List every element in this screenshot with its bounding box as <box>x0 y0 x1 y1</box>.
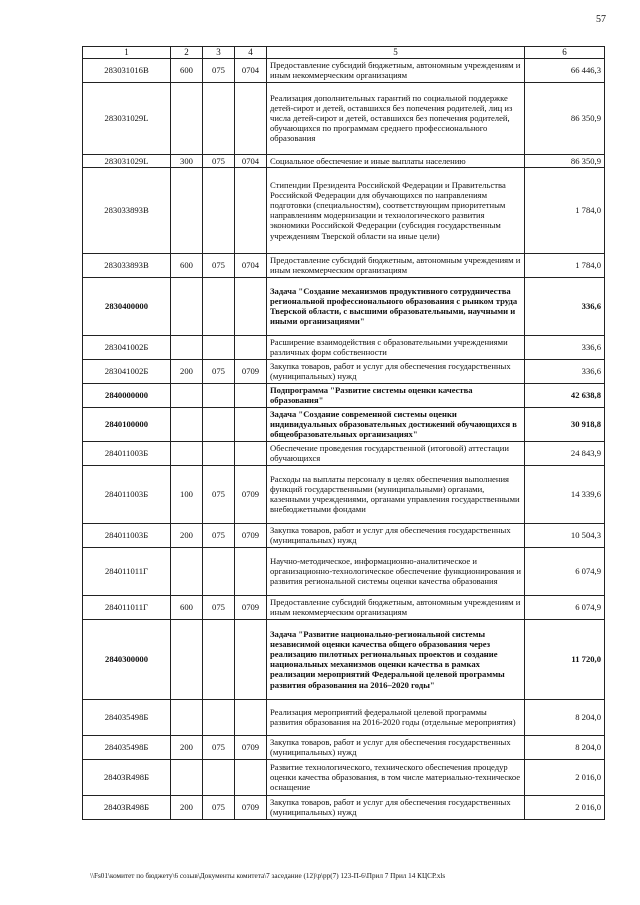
description-cell: Реализация мероприятий федеральной целевой программы развития образования на 2016-2020 годы (отдельные мероприятия) <box>267 699 525 735</box>
section-code-cell <box>235 759 267 795</box>
vr-code-cell <box>171 759 203 795</box>
grbs-code-cell <box>203 167 235 253</box>
section-code-cell: 0709 <box>235 795 267 819</box>
vr-code-cell <box>171 547 203 595</box>
vr-code-cell <box>171 277 203 335</box>
amount-cell: 336,6 <box>525 277 605 335</box>
table-row <box>83 759 605 795</box>
table-row <box>83 441 605 465</box>
grbs-code-cell <box>203 699 235 735</box>
table-row <box>83 253 605 277</box>
table-row <box>83 407 605 441</box>
amount-cell: 14 339,6 <box>525 465 605 523</box>
description-cell: Предоставление субсидий бюджетным, автономным учреждениям и иным некоммерческим организациям <box>267 253 525 277</box>
grbs-code-cell: 075 <box>203 595 235 619</box>
amount-cell: 86 350,9 <box>525 154 605 167</box>
vr-code-cell <box>171 167 203 253</box>
kcsr-code-cell: 28403R498Б <box>83 759 171 795</box>
section-code-cell: 0704 <box>235 154 267 167</box>
amount-cell: 11 720,0 <box>525 619 605 699</box>
kcsr-code-cell: 28403R498Б <box>83 795 171 819</box>
amount-cell: 24 843,9 <box>525 441 605 465</box>
column-header: 1 <box>83 47 171 59</box>
description-cell: Расширение взаимодействия с образовательными учреждениями различных форм собственности <box>267 335 525 359</box>
vr-code-cell: 600 <box>171 595 203 619</box>
description-cell: Задача "Создание механизмов продуктивного сотрудничества региональной профессионального образования с рынком труда Тверской области, с высшими образовательными, научными и иными организациями" <box>267 277 525 335</box>
table-row <box>83 735 605 759</box>
amount-cell: 66 446,3 <box>525 58 605 82</box>
table-row <box>83 595 605 619</box>
amount-cell: 1 784,0 <box>525 167 605 253</box>
section-code-cell <box>235 167 267 253</box>
grbs-code-cell <box>203 441 235 465</box>
section-code-cell <box>235 383 267 407</box>
table-row <box>83 619 605 699</box>
vr-code-cell: 600 <box>171 253 203 277</box>
amount-cell: 8 204,0 <box>525 699 605 735</box>
section-code-cell <box>235 441 267 465</box>
vr-code-cell: 200 <box>171 795 203 819</box>
column-header: 5 <box>267 47 525 59</box>
section-code-cell <box>235 407 267 441</box>
description-cell: Обеспечение проведения государственной (итоговой) аттестации обучающихся <box>267 441 525 465</box>
page-number: 57 <box>596 14 606 25</box>
vr-code-cell: 600 <box>171 58 203 82</box>
description-cell: Реализация дополнительных гарантий по социальной поддержке детей-сирот и детей, оставшихся без попечения родителей, лиц из числа детей-сирот и детей, оставшихся без попечения родителей, обучающихся по программам среднего профессионального образования <box>267 82 525 154</box>
table-row <box>83 699 605 735</box>
description-cell: Задача "Развитие национально-региональной системы независимой оценки качества общего образования через реализацию пилотных региональных проектов и создание национальных механизмов оценки качества в рамках реализации мероприятий Федеральной целевой программы развития образования на 2016–2020 годы" <box>267 619 525 699</box>
kcsr-code-cell: 284011011Г <box>83 547 171 595</box>
description-cell: Предоставление субсидий бюджетным, автономным учреждениям и иным некоммерческим организациям <box>267 58 525 82</box>
vr-code-cell: 200 <box>171 359 203 383</box>
description-cell: Подпрограмма "Развитие системы оценки качества образования" <box>267 383 525 407</box>
table-row <box>83 154 605 167</box>
table-row <box>83 167 605 253</box>
table-row <box>83 795 605 819</box>
section-code-cell <box>235 335 267 359</box>
grbs-code-cell <box>203 383 235 407</box>
grbs-code-cell: 075 <box>203 795 235 819</box>
grbs-code-cell: 075 <box>203 523 235 547</box>
kcsr-code-cell: 284011011Г <box>83 595 171 619</box>
table-row <box>83 465 605 523</box>
vr-code-cell: 300 <box>171 154 203 167</box>
vr-code-cell <box>171 441 203 465</box>
kcsr-code-cell: 283041002Б <box>83 335 171 359</box>
amount-cell: 42 638,8 <box>525 383 605 407</box>
amount-cell: 1 784,0 <box>525 253 605 277</box>
kcsr-code-cell: 283031016B <box>83 58 171 82</box>
section-code-cell <box>235 699 267 735</box>
vr-code-cell: 200 <box>171 735 203 759</box>
grbs-code-cell: 075 <box>203 253 235 277</box>
description-cell: Закупка товаров, работ и услуг для обеспечения государственных (муниципальных) нужд <box>267 359 525 383</box>
amount-cell: 86 350,9 <box>525 82 605 154</box>
grbs-code-cell: 075 <box>203 465 235 523</box>
description-cell: Закупка товаров, работ и услуг для обеспечения государственных (муниципальных) нужд <box>267 735 525 759</box>
kcsr-code-cell: 2840000000 <box>83 383 171 407</box>
kcsr-code-cell: 2840300000 <box>83 619 171 699</box>
section-code-cell: 0704 <box>235 58 267 82</box>
kcsr-code-cell: 283033893B <box>83 253 171 277</box>
table-header-row <box>83 47 605 59</box>
kcsr-code-cell: 2830400000 <box>83 277 171 335</box>
description-cell: Социальное обеспечение и иные выплаты населению <box>267 154 525 167</box>
description-cell: Предоставление субсидий бюджетным, автономным учреждениям и иным некоммерческим организациям <box>267 595 525 619</box>
description-cell: Задача "Создание современной системы оценки индивидуальных образовательных достижений обучающихся в общеобразовательных организациях" <box>267 407 525 441</box>
description-cell: Закупка товаров, работ и услуг для обеспечения государственных (муниципальных) нужд <box>267 523 525 547</box>
table-row <box>83 58 605 82</box>
table-row <box>83 523 605 547</box>
table-row <box>83 359 605 383</box>
section-code-cell: 0709 <box>235 595 267 619</box>
kcsr-code-cell: 284035498Б <box>83 699 171 735</box>
description-cell: Расходы на выплаты персоналу в целях обеспечения выполнения функций государственными (муниципальными) органами, казенными учреждениями, органами управления государственными внебюджетными фондами <box>267 465 525 523</box>
kcsr-code-cell: 2840100000 <box>83 407 171 441</box>
column-header: 2 <box>171 47 203 59</box>
amount-cell: 6 074,9 <box>525 547 605 595</box>
amount-cell: 6 074,9 <box>525 595 605 619</box>
vr-code-cell <box>171 82 203 154</box>
section-code-cell: 0709 <box>235 359 267 383</box>
vr-code-cell <box>171 699 203 735</box>
section-code-cell: 0709 <box>235 735 267 759</box>
description-cell: Научно-методическое, информационно-аналитическое и организационно-технологическое обеспечение функционирования и развития региональной системы оценки качества образования <box>267 547 525 595</box>
table-row <box>83 82 605 154</box>
kcsr-code-cell: 284011003Б <box>83 523 171 547</box>
table-row <box>83 335 605 359</box>
grbs-code-cell <box>203 82 235 154</box>
vr-code-cell: 100 <box>171 465 203 523</box>
table-row <box>83 547 605 595</box>
description-cell: Стипендии Президента Российской Федерации и Правительства Российской Федерации для обучающихся по направлениям подготовки (специальностям), соответствующим приоритетным направлениям модернизации и технологического развития экономики Российской Федерации (субсидия государственным учреждениям Тверской области на иные цели) <box>267 167 525 253</box>
kcsr-code-cell: 284035498Б <box>83 735 171 759</box>
amount-cell: 336,6 <box>525 335 605 359</box>
kcsr-code-cell: 283041002Б <box>83 359 171 383</box>
amount-cell: 30 918,8 <box>525 407 605 441</box>
table-row <box>83 277 605 335</box>
kcsr-code-cell: 284011003Б <box>83 441 171 465</box>
grbs-code-cell: 075 <box>203 58 235 82</box>
vr-code-cell <box>171 383 203 407</box>
vr-code-cell <box>171 335 203 359</box>
vr-code-cell: 200 <box>171 523 203 547</box>
description-cell: Развитие технологического, технического обеспечения процедур оценки качества образования, в том числе материально-техническое оснащение <box>267 759 525 795</box>
kcsr-code-cell: 284011003Б <box>83 465 171 523</box>
section-code-cell <box>235 547 267 595</box>
amount-cell: 8 204,0 <box>525 735 605 759</box>
grbs-code-cell <box>203 759 235 795</box>
section-code-cell <box>235 82 267 154</box>
kcsr-code-cell: 283033893B <box>83 167 171 253</box>
grbs-code-cell <box>203 619 235 699</box>
grbs-code-cell <box>203 547 235 595</box>
kcsr-code-cell: 283031029L <box>83 82 171 154</box>
grbs-code-cell: 075 <box>203 359 235 383</box>
section-code-cell: 0704 <box>235 253 267 277</box>
grbs-code-cell: 075 <box>203 735 235 759</box>
amount-cell: 10 504,3 <box>525 523 605 547</box>
section-code-cell: 0709 <box>235 523 267 547</box>
column-header: 6 <box>525 47 605 59</box>
kcsr-code-cell: 283031029L <box>83 154 171 167</box>
amount-cell: 2 016,0 <box>525 759 605 795</box>
amount-cell: 336,6 <box>525 359 605 383</box>
grbs-code-cell <box>203 335 235 359</box>
budget-table <box>82 46 605 820</box>
section-code-cell <box>235 277 267 335</box>
vr-code-cell <box>171 407 203 441</box>
footer-file-path: \\Fs01\комитет по бюджету\6 созыв\Документы комитета\7 заседание (12)\p\pp(7) 123-П-6\Прил 7 Прил 14 КЦСР.xls <box>90 872 446 880</box>
table-row <box>83 383 605 407</box>
column-header: 4 <box>235 47 267 59</box>
grbs-code-cell <box>203 277 235 335</box>
section-code-cell <box>235 619 267 699</box>
grbs-code-cell: 075 <box>203 154 235 167</box>
description-cell: Закупка товаров, работ и услуг для обеспечения государственных (муниципальных) нужд <box>267 795 525 819</box>
amount-cell: 2 016,0 <box>525 795 605 819</box>
section-code-cell: 0709 <box>235 465 267 523</box>
column-header: 3 <box>203 47 235 59</box>
grbs-code-cell <box>203 407 235 441</box>
vr-code-cell <box>171 619 203 699</box>
